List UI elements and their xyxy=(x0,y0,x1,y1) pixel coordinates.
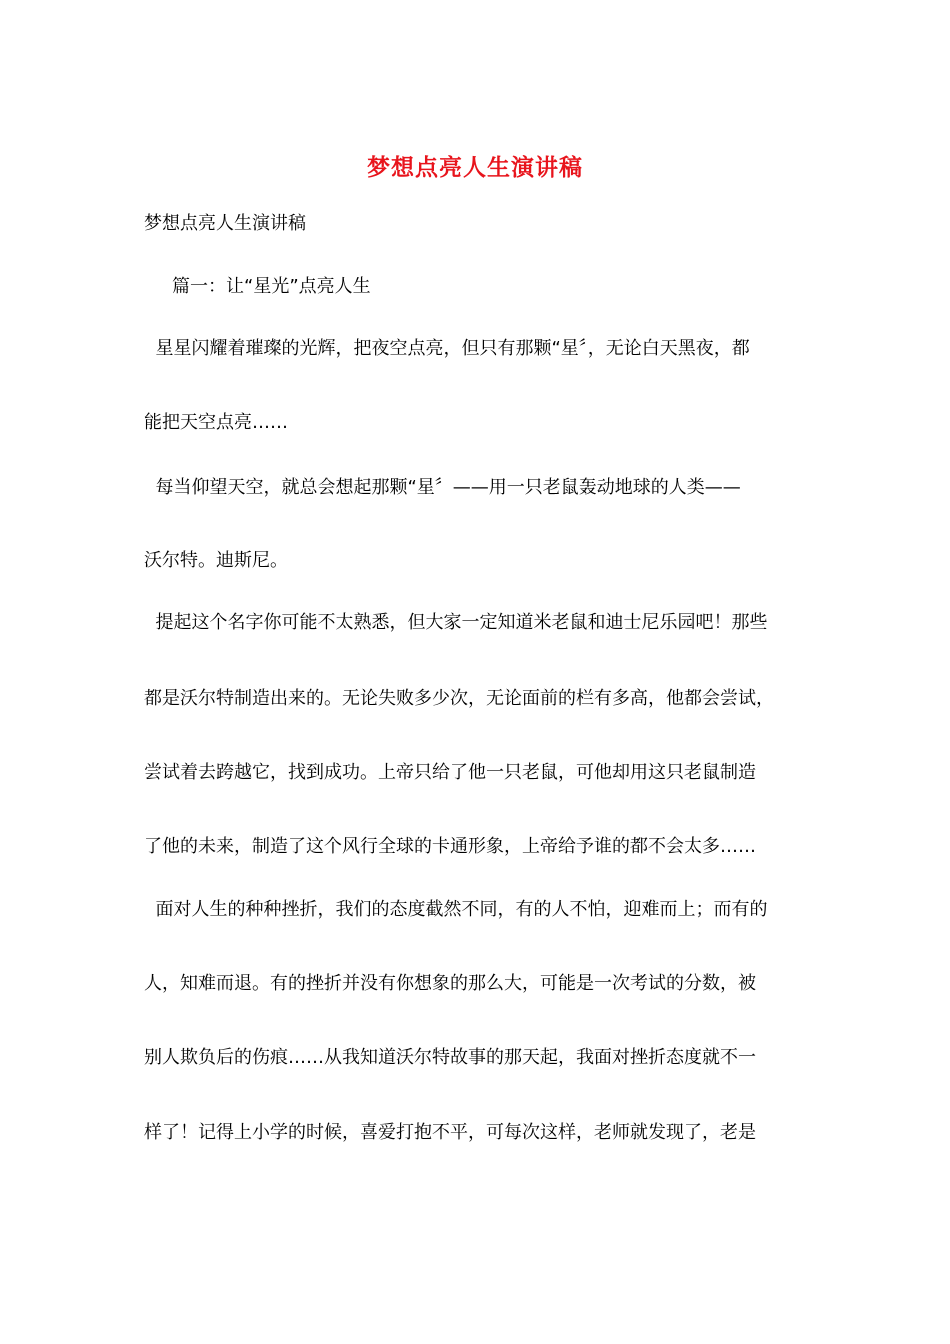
body-line: 尝试着去跨越它，找到成功。上帝只给了他一只老鼠，可他却用这只老鼠制造 xyxy=(144,762,756,783)
body-line: 别人欺负后的伤痕……从我知道沃尔特故事的那天起，我面对挫折态度就不一 xyxy=(144,1047,756,1068)
body-line: 能把天空点亮…… xyxy=(144,412,288,433)
body-line: 人，知难而退。有的挫折并没有你想象的那么大，可能是一次考试的分数，被 xyxy=(144,973,756,994)
body-line: 面对人生的种种挫折，我们的态度截然不同，有的人不怕，迎难而上；而有的 xyxy=(144,899,768,920)
section-heading: 篇一：让“星光”点亮人生 xyxy=(172,276,371,297)
body-line: 沃尔特。迪斯尼。 xyxy=(144,550,288,571)
body-line: 样了！记得上小学的时候，喜爱打抱不平，可每次这样，老师就发现了，老是 xyxy=(144,1122,756,1143)
body-line: 每当仰望天空，就总会想起那颗“星〞——用一只老鼠轰动地球的人类—— xyxy=(144,477,741,498)
body-line: 都是沃尔特制造出来的。无论失败多少次，无论面前的栏有多高，他都会尝试， xyxy=(144,688,774,709)
document-title: 梦想点亮人生演讲稿 xyxy=(367,154,583,181)
body-line: 提起这个名字你可能不太熟悉，但大家一定知道米老鼠和迪士尼乐园吧！那些 xyxy=(144,612,768,633)
document-subtitle: 梦想点亮人生演讲稿 xyxy=(144,213,306,234)
body-line: 星星闪耀着璀璨的光辉，把夜空点亮，但只有那颗“星〞，无论白天黑夜，都 xyxy=(144,338,750,359)
body-line: 了他的未来，制造了这个风行全球的卡通形象，上帝给予谁的都不会太多…… xyxy=(144,836,756,857)
